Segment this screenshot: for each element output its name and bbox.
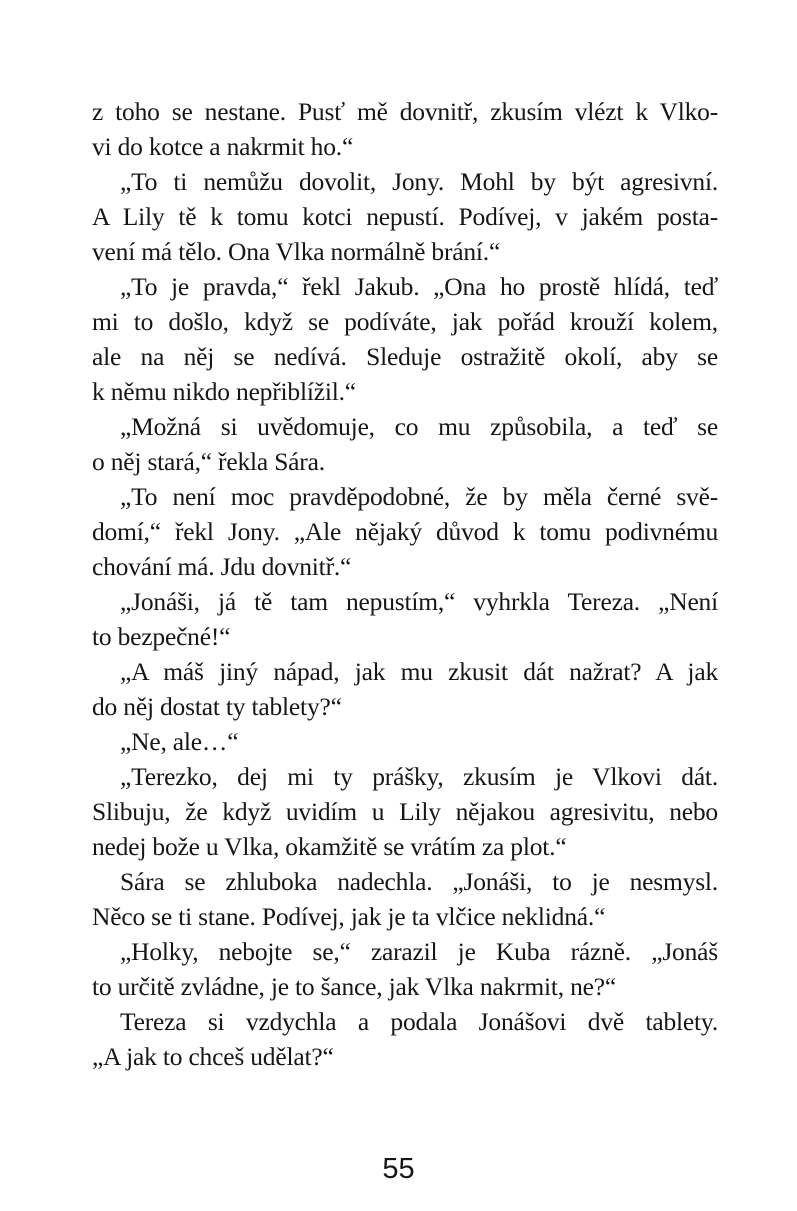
text-line: Slibuju, že když uvidím u Lily nějakou agresivitu, nebo [92,797,718,826]
text-line: „Možná si uvědomuje, co mu způsobila, a teď se [120,412,718,441]
text-line: nedej bože u Vlka, okamžitě se vrátím za plot.“ [92,832,567,861]
text-line: to určitě zvládne, je to šance, jak Vlka nakrmit, ne?“ [92,972,617,1001]
text-line: „To není moc pravděpodobné, že by měla černé svě- [120,482,718,511]
text-line: chování má. Jdu dovnitř.“ [92,552,352,581]
text-line: „To ti nemůžu dovolit, Jony. Mohl by být agresivní. [120,167,718,196]
page-number: 55 [382,1153,415,1185]
text-line: vení má tělo. Ona Vlka normálně brání.“ [92,237,501,266]
body-text [92,94,718,1074]
text-line: „Ne, ale…“ [120,727,239,756]
text-line: Něco se ti stane. Podívej, jak je ta vlčice neklidná.“ [92,902,606,931]
text-line: k němu nikdo nepřiblížil.“ [92,377,356,406]
text-line: Tereza si vzdychla a podala Jonášovi dvě tablety. [120,1007,718,1036]
text-line: „Holky, nebojte se,“ zarazil je Kuba rázně. „Jonáš [120,937,718,966]
text-line: „To je pravda,“ řekl Jakub. „Ona ho prostě hlídá, teď [120,272,718,301]
text-line: vi do kotce a nakrmit ho.“ [92,132,354,161]
text-line: do něj dostat ty tablety?“ [92,692,342,721]
text-line: to bezpečné!“ [92,622,231,651]
text-line: „Terezko, dej mi ty prášky, zkusím je Vlkovi dát. [120,762,718,791]
text-line: „Jonáši, já tě tam nepustím,“ vyhrkla Tereza. „Není [120,587,718,616]
text-line: o něj stará,“ řekla Sára. [92,447,325,476]
text-line: „A jak to chceš udělat?“ [92,1042,334,1071]
text-line: z toho se nestane. Pusť mě dovnitř, zkusím vlézt k Vlko- [92,97,718,126]
text-line: domí,“ řekl Jony. „Ale nějaký důvod k tomu podivnému [92,517,718,546]
text-line: Sára se zhluboka nadechla. „Jonáši, to je nesmysl. [120,867,718,896]
text-line: A Lily tě k tomu kotci nepustí. Podívej, v jakém posta- [92,202,718,231]
text-line: ale na něj se nedívá. Sleduje ostražitě okolí, aby se [92,342,718,371]
text-line: „A máš jiný nápad, jak mu zkusit dát nažrat? A jak [120,657,718,686]
text-line: mi to došlo, když se podíváte, jak pořád krouží kolem, [92,307,718,336]
